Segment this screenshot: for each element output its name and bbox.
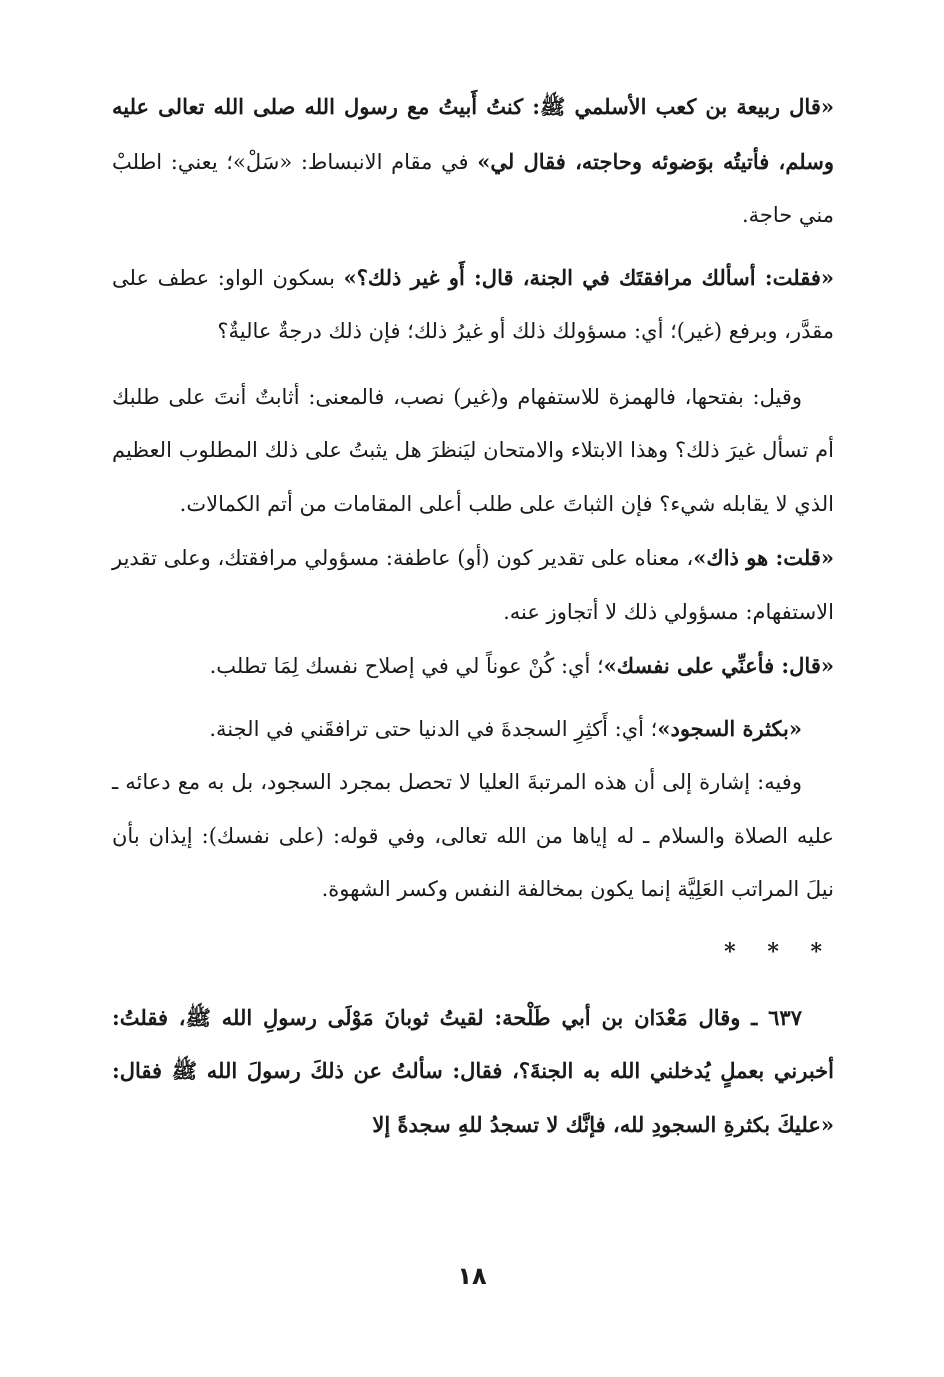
paragraph-1-commentary: في مقام الانبساط: «سَلْ»؛ يعني: اطلبْ مني حاجة. [112,149,834,227]
paragraph-6-quote: «بكثرة السجود» [657,715,802,741]
paragraph-2 [112,251,834,359]
paragraph-5-commentary: ؛ أي: كُنْ عوناً لي في إصلاح نفسك لِمَا تطلب. [209,654,604,678]
paragraph-5 [112,639,834,694]
paragraph-2-quote: «فقلت: أسألك مرافقتَك في الجنة، قال: أَو غير ذلك؟» [343,264,834,290]
paragraph-3 [112,371,834,532]
paragraph-7-commentary: وفيه: إشارة إلى أن هذه المرتبةَ العليا لا تحصل بمجرد السجود، بل به مع دعائه ـ عليه الصلاة والسلام ـ له إياها من الله تعالى، وفي قوله: (على نفسك): إيذان بأن نيلَ المراتب العَلِيَّة إنما يكون بمخالفة النفس وكسر الشهوة. [112,770,834,901]
paragraph-6 [112,702,834,757]
paragraph-1 [112,80,834,243]
paragraph-3-commentary: وقيل: بفتحها، فالهمزة للاستفهام و(غير) نصب، فالمعنى: أثابتٌ أنتَ على طلبك أم تسأل غيرَ ذلك؟ وهذا الابتلاء والامتحان ليَنظرَ هل يثبتُ على ذلك المطلوب العظيم الذي لا يقابله شيء؟ فإن الثباتَ على طلب أعلى المقامات من أتم الكمالات. [112,384,834,516]
paragraph-7 [112,756,834,917]
paragraph-5-quote: «قال: فأعنِّي على نفسك» [603,653,834,678]
paragraph-4 [112,531,834,639]
hadith-637: ٦٣٧ ـ وقال مَعْدَان بن أبي طَلْحة: لقيتُ ثوبانَ مَوْلَى رسولِ الله ﷺ، فقلتُ: أخبرني بعملٍ يُدخلني الله به الجنةَ؟، فقال: سألتُ عن ذلكَ رسولَ الله ﷺ فقال: «عليكَ بكثرةِ السجودِ لله، فإنَّك لا تسجدُ للهِ سجدةً إلا [112,1004,834,1137]
paragraph-4-quote: «قلت: هو ذاك» [693,545,834,570]
paragraph-6-commentary: ؛ أي: أَكثِرِ السجدةَ في الدنيا حتى ترافقَني في الجنة. [209,716,658,741]
paragraph-1-quote: «قال ربيعة بن كعب الأسلمي ﷺ: كنتُ أَبيتُ مع رسول الله صلى الله تعالى عليه وسلم، فأتيتُه بوَضوئه وحاجته، فقال لي» [112,94,834,174]
page-number: ١٨ [457,1262,487,1290]
page-body [112,80,834,1151]
paragraph-2-commentary: بسكون الواو: عطف على مقدَّر، وبرفع (غير)؛ أي: مسؤولك ذلك أو غيرُ ذلك؛ فإن ذلك درجةٌ عاليةٌ؟ [112,265,834,343]
section-separator: * * * [724,938,834,965]
paragraph-4-commentary: ، معناه على تقدير كون (أو) عاطفة: مسؤولي مرافقتك، وعلى تقدير الاستفهام: مسؤولي ذلك لا أتجاوز عنه. [112,546,834,624]
